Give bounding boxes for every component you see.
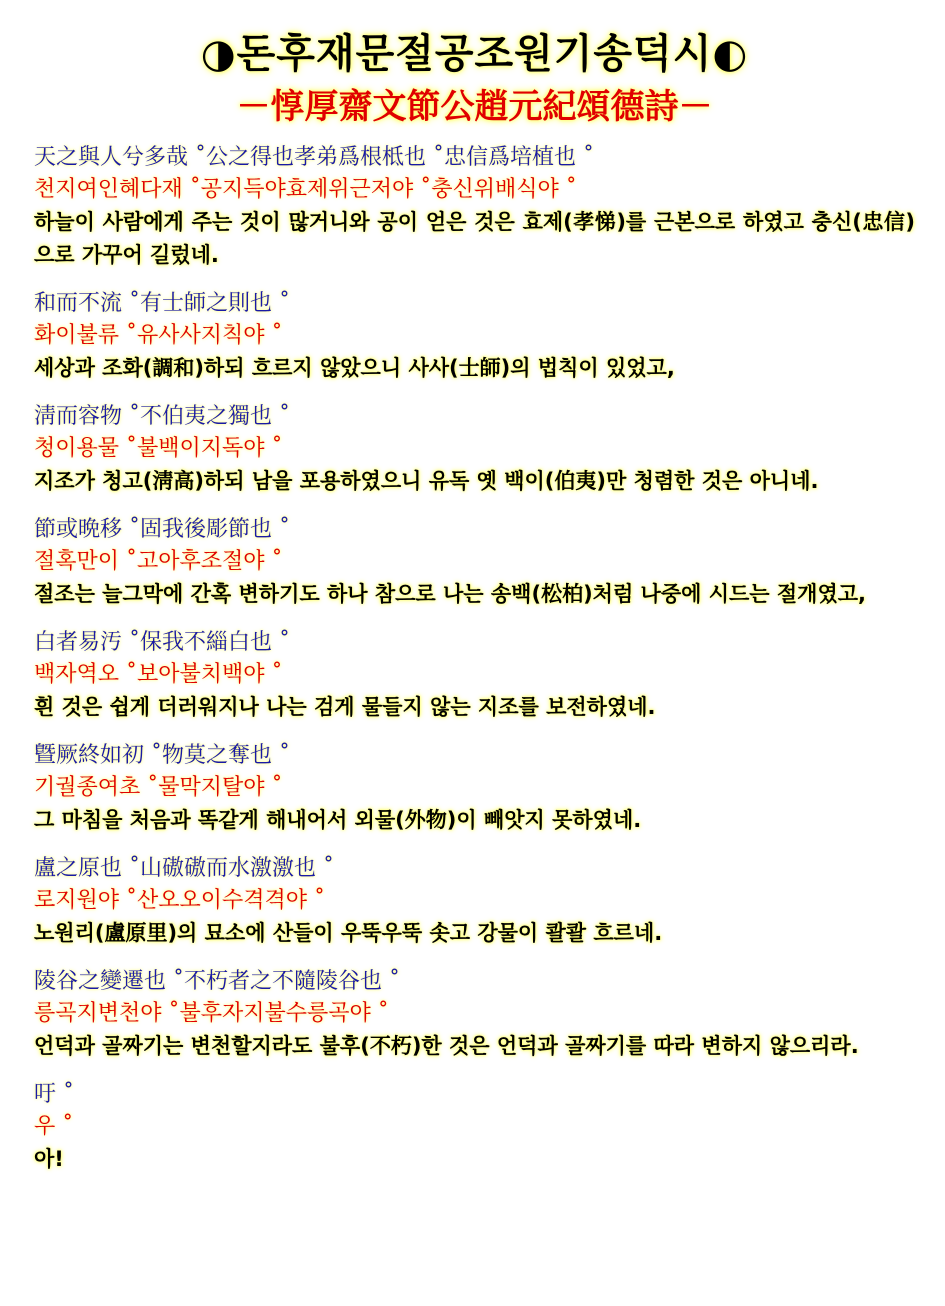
stanza [34,740,915,837]
stanza-hanja: 淸而容物 ˚不伯夷之獨也 ˚ [34,404,290,429]
stanza [34,514,915,611]
stanza [34,401,915,498]
stanza-translation: 노원리(盧原里)의 묘소에 산들이 우뚝우뚝 솟고 강물이 콸콸 흐르네. [34,921,663,945]
page-subtitle: －惇厚齋文節公趙元紀頌德詩－ [236,87,713,127]
stanza-translation: 아! [34,1147,64,1171]
stanza-reading: 기궐종여초 ˚물막지탈야 ˚ [34,775,283,800]
stanza-translation: 흰 것은 쉽게 더러워지나 나는 검게 물들지 않는 지조를 보전하였네. [34,695,656,719]
stanza [34,142,915,272]
stanza-reading: 천지여인혜다재 ˚공지득야효제위근저야 ˚충신위배식야 ˚ [34,177,577,202]
stanza-hanja: 曁厥終如初 ˚物莫之奪也 ˚ [34,743,290,768]
stanza-reading: 절혹만이 ˚고아후조절야 ˚ [34,549,283,574]
stanza [34,853,915,950]
stanza-hanja: 和而不流 ˚有士師之則也 ˚ [34,291,290,316]
poem-body [34,142,915,1176]
stanza-translation: 절조는 늘그막에 간혹 변하기도 하나 참으로 나는 송백(松柏)처럼 나중에 시드는 절개였고, [34,582,867,606]
stanza [34,627,915,724]
stanza-reading: 우 ˚ [34,1114,74,1139]
page-title: ◑돈후재문절공조원기송덕시◐ [200,31,749,77]
stanza [34,966,915,1063]
stanza [34,288,915,385]
stanza-translation: 하늘이 사람에게 주는 것이 많거니와 공이 얻은 것은 효제(孝悌)를 근본으로 하였고 충신(忠信)으로 가꾸어 길렀네. [34,210,915,267]
stanza-hanja: 天之與人兮多哉 ˚公之得也孝弟爲根柢也 ˚忠信爲培植也 ˚ [34,145,594,170]
stanza-reading: 릉곡지변천야 ˚불후자지불수릉곡야 ˚ [34,1001,389,1026]
stanza-reading: 로지원야 ˚산오오이수격격야 ˚ [34,888,326,913]
stanza-hanja: 吁 ˚ [34,1082,74,1107]
stanza-translation: 지조가 청고(淸高)하되 남을 포용하였으니 유독 옛 백이(伯夷)만 청렴한 것은 아니네. [34,469,819,493]
stanza [34,1079,915,1176]
stanza-hanja: 盧之原也 ˚山磝磝而水激激也 ˚ [34,856,334,881]
stanza-translation: 언덕과 골짜기는 변천할지라도 불후(不朽)한 것은 언덕과 골짜기를 따라 변하지 않으리라. [34,1034,859,1058]
stanza-reading: 화이불류 ˚유사사지칙야 ˚ [34,323,283,348]
stanza-reading: 백자역오 ˚보아불치백야 ˚ [34,662,283,687]
stanza-hanja: 陵谷之變遷也 ˚不朽者之不隨陵谷也 ˚ [34,969,400,994]
stanza-hanja: 白者易汚 ˚保我不緇白也 ˚ [34,630,290,655]
stanza-reading: 청이용물 ˚불백이지독야 ˚ [34,436,283,461]
stanza-translation: 세상과 조화(調和)하되 흐르지 않았으니 사사(士師)의 법칙이 있었고, [34,356,675,380]
stanza-hanja: 節或晩移 ˚固我後彫節也 ˚ [34,517,290,542]
stanza-translation: 그 마침을 처음과 똑같게 해내어서 외물(外物)이 빼앗지 못하였네. [34,808,642,832]
